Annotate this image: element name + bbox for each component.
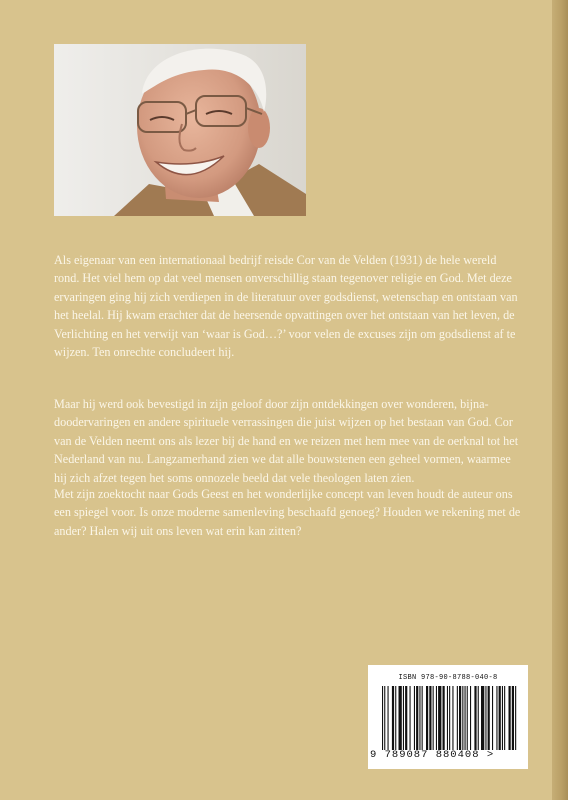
barcode-bars: [380, 686, 520, 750]
blurb-paragraph-2: Maar hij werd ook bevestigd in zijn geloof door zijn ontdekkingen over wonderen, bijna-doodervaringen en andere spirituele verrassingen die juist wijzen op het bestaan van God. Cor van de Velden neemt ons als lezer bij de hand en we reizen met hem mee van de oerknal tot het Nederland van nu. Langzamerhand zien we dat alle bouwstenen een geheel vormen, waarmee hij zich afzet tegen het soms onnozele beeld dat vele theologen laten zien.: [54, 397, 519, 485]
author-portrait-image: [54, 44, 306, 216]
blurb-paragraph-1: Als eigenaar van een internationaal bedrijf reisde Cor van de Velden (1931) de hele wereld rond. Het viel hem op dat veel mensen onverschillig staan tegenover religie en God. Met deze ervaringen ging hij zich verdiepen in de literatuur over godsdienst, wetenschap en ontstaan van het heelal. Hij kwam erachter dat de heersende opvattingen over het ontstaan van het leven, de Verlichting en het verwijt van ‘waar is God…?’ voor velen de excuses zijn om godsdienst af te wijzen. Ten onrechte concludeert hij.: [54, 253, 518, 360]
isbn-barcode: [368, 665, 528, 769]
barcode-digits: 9 789087 880408 >: [370, 749, 495, 761]
isbn-text: ISBN 978-90-8788-040-8: [398, 674, 498, 682]
blurb-paragraph-3: Met zijn zoektocht naar Gods Geest en het wonderlijke concept van leven houdt de auteur ons een spiegel voor. Is onze moderne samenleving beschaafd genoeg? Houden we rekening met de ander? Halen wij uit ons leven wat erin kan zitten?: [54, 487, 521, 538]
author-photo: [54, 44, 306, 216]
cover-spine-edge: [552, 0, 568, 800]
